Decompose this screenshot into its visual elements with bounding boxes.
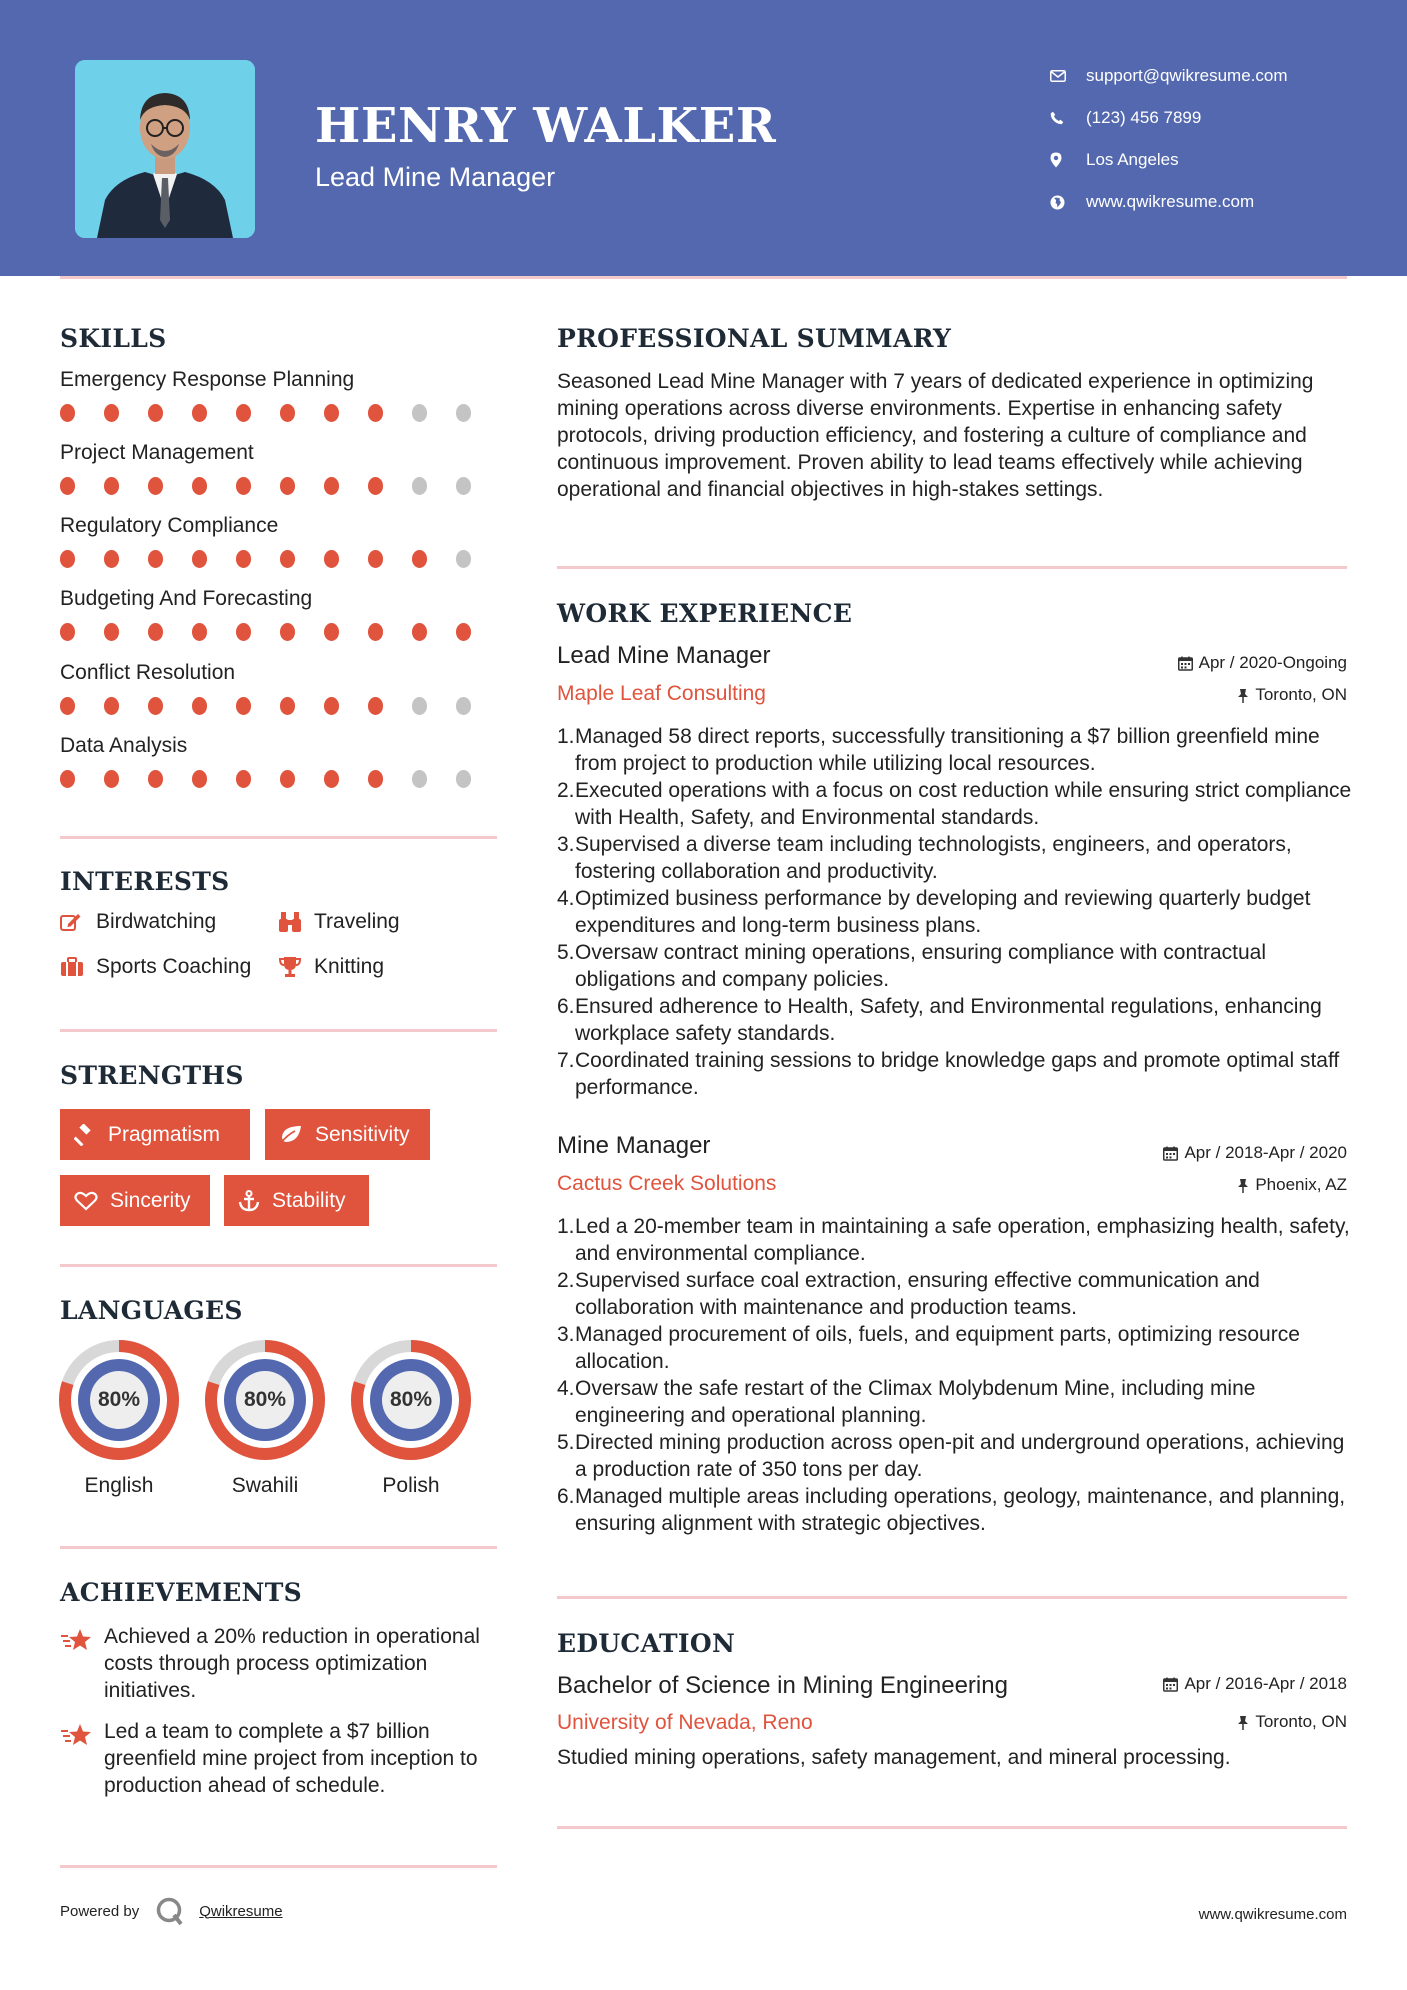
bullet-text: Oversaw the safe restart of the Climax Molybdenum Mine, including mine engineering and operational planning.: [575, 1377, 1256, 1427]
rating-dot-filled: [104, 770, 119, 788]
bullet-text: Optimized business performance by developing and reviewing quarterly budget expenditures and long-term business plans.: [575, 887, 1311, 937]
rating-dot-filled: [236, 477, 251, 495]
rating-dot-empty: [456, 477, 471, 495]
language-ring: [349, 1338, 473, 1462]
globe-icon: [1050, 195, 1086, 210]
contact-phone[interactable]: [1050, 97, 1288, 139]
rating-dot-filled: [324, 697, 339, 715]
rating-dot-filled: [280, 477, 295, 495]
rating-dot-empty: [456, 697, 471, 715]
envelope-icon: [1050, 70, 1086, 82]
section-divider: [557, 1826, 1347, 1829]
rating-dot-filled: [324, 770, 339, 788]
rating-dot-filled: [236, 404, 251, 422]
interest-item: [60, 955, 251, 979]
bullet-number: 6.: [557, 1485, 575, 1508]
profile-photo: [75, 60, 255, 238]
section-divider: [557, 1596, 1347, 1599]
skill-rating: [60, 477, 500, 495]
rating-dot-filled: [280, 550, 295, 568]
heart-icon: [74, 1191, 98, 1211]
language-ring: [57, 1338, 181, 1462]
interest-label: Sports Coaching: [96, 955, 252, 978]
job-bullet: [557, 1321, 1352, 1375]
bullet-text: Directed mining production across open-pit and underground operations, achieving a production rate of 350 tons per day.: [575, 1431, 1345, 1481]
bullet-number: 1.: [557, 1215, 575, 1238]
bullet-text: Coordinated training sessions to bridge knowledge gaps and promote optimal staff performance.: [575, 1049, 1340, 1099]
job-bullet: [557, 1429, 1352, 1483]
language-item: [349, 1338, 473, 1498]
header-divider: [60, 276, 1347, 279]
bullet-text: Oversaw contract mining operations, ensuring compliance with contractual obligations and company policies.: [575, 941, 1267, 991]
edit-icon: [60, 912, 96, 932]
language-name: Polish: [382, 1474, 440, 1497]
section-divider: [557, 566, 1347, 569]
section-divider: [60, 1029, 497, 1032]
job-bullet: [557, 1213, 1352, 1267]
job-bullet: [557, 939, 1352, 993]
strength-label: Sensitivity: [315, 1122, 410, 1146]
language-percent: 80%: [389, 1388, 433, 1411]
rating-dot-filled: [148, 477, 163, 495]
briefcase-icon: [60, 957, 96, 977]
achievement-text: Achieved a 20% reduction in operational costs through process optimization initiatives.: [104, 1625, 480, 1702]
skill-name: Data Analysis: [60, 734, 188, 757]
rating-dot-filled: [324, 404, 339, 422]
interest-label: Birdwatching: [96, 910, 217, 933]
bullet-text: Managed procurement of oils, fuels, and equipment parts, optimizing resource allocation.: [575, 1323, 1300, 1373]
rating-dot-filled: [280, 404, 295, 422]
bullet-number: 4.: [557, 887, 575, 910]
rating-dot-empty: [412, 697, 427, 715]
pushpin-icon: [1237, 1178, 1249, 1193]
achievement-item: [60, 1718, 500, 1799]
bullet-number: 4.: [557, 1377, 575, 1400]
rating-dot-filled: [280, 770, 295, 788]
job-title: Lead Mine Manager: [557, 642, 771, 669]
strengths-title: STRENGTHS: [60, 1061, 244, 1090]
achievement-text: Led a team to complete a $7 billion greenfield mine project from inception to production ahead of schedule.: [104, 1720, 478, 1797]
skill-name: Project Management: [60, 441, 254, 464]
language-item: [203, 1338, 327, 1498]
section-divider: [60, 1865, 497, 1868]
contact-list: [1050, 55, 1288, 223]
rating-dot-filled: [60, 697, 75, 715]
rating-dot-filled: [236, 697, 251, 715]
footer-website[interactable]: www.qwikresume.com: [1198, 1906, 1347, 1923]
job-bullet: [557, 723, 1352, 777]
strength-tag: [60, 1109, 250, 1160]
job-bullet: [557, 1047, 1352, 1101]
contact-location: [1050, 139, 1288, 181]
job-company: Cactus Creek Solutions: [557, 1172, 777, 1195]
qwikresume-link[interactable]: Qwikresume: [199, 1902, 283, 1920]
bullet-text: Supervised surface coal extraction, ensuring effective communication and collaboration with maintenance and production teams.: [575, 1269, 1260, 1319]
interest-label: Knitting: [314, 955, 385, 978]
pushpin-icon: [1237, 1715, 1249, 1730]
bullet-number: 3.: [557, 1323, 575, 1346]
rating-dot-filled: [192, 404, 207, 422]
skill-name: Emergency Response Planning: [60, 368, 355, 391]
bullet-number: 7.: [557, 1049, 575, 1072]
rating-dot-filled: [192, 770, 207, 788]
education-location: [1237, 1712, 1347, 1732]
job-dates-text: Apr / 2018-Apr / 2020: [1184, 1143, 1347, 1162]
star-badge-icon: [60, 1718, 104, 1799]
rating-dot-filled: [104, 697, 119, 715]
rating-dot-filled: [60, 477, 75, 495]
rating-dot-filled: [148, 623, 163, 641]
contact-website-text: www.qwikresume.com: [1086, 192, 1255, 211]
rating-dot-filled: [60, 623, 75, 641]
rating-dot-filled: [456, 623, 471, 641]
bullet-number: 1.: [557, 725, 575, 748]
contact-phone-text: (123) 456 7899: [1086, 108, 1202, 127]
language-name: Swahili: [231, 1474, 299, 1497]
rating-dot-filled: [104, 550, 119, 568]
languages-title: LANGUAGES: [60, 1296, 243, 1325]
rating-dot-filled: [60, 550, 75, 568]
job-location: [1237, 685, 1347, 705]
rating-dot-filled: [192, 477, 207, 495]
strength-label: Sincerity: [110, 1188, 191, 1212]
education-dates: [1163, 1674, 1347, 1694]
job-bullet: [557, 1483, 1352, 1537]
phone-icon: [1050, 111, 1086, 125]
resume-header: [0, 0, 1407, 276]
calendar-icon: [1163, 1677, 1178, 1692]
job-bullet: [557, 1267, 1352, 1321]
rating-dot-filled: [192, 623, 207, 641]
skill-name: Regulatory Compliance: [60, 514, 279, 537]
leaf-icon: [279, 1125, 303, 1145]
skill-item: [60, 441, 500, 495]
job-bullet: [557, 1375, 1352, 1429]
rating-dot-filled: [368, 770, 383, 788]
bullet-number: 6.: [557, 995, 575, 1018]
job-bullet: [557, 993, 1352, 1047]
rating-dot-filled: [324, 477, 339, 495]
rating-dot-filled: [148, 550, 163, 568]
rating-dot-empty: [456, 404, 471, 422]
rating-dot-filled: [148, 404, 163, 422]
strength-label: Pragmatism: [108, 1122, 221, 1146]
section-divider: [60, 836, 497, 839]
skill-item: [60, 661, 500, 715]
calendar-icon: [1178, 656, 1193, 671]
education-description: Studied mining operations, safety management, and mineral processing.: [557, 1746, 1231, 1769]
strength-tag: [224, 1175, 369, 1226]
section-divider: [60, 1264, 497, 1267]
candidate-role: Lead Mine Manager: [315, 162, 556, 192]
rating-dot-filled: [104, 404, 119, 422]
bullet-text: Managed multiple areas including operations, geology, maintenance, and planning, ensuring alignment with strategic objectives.: [575, 1485, 1346, 1535]
education-school: University of Nevada, Reno: [557, 1711, 813, 1734]
experience-title: WORK EXPERIENCE: [557, 599, 853, 628]
contact-email-text: support@qwikresume.com: [1086, 66, 1288, 85]
contact-location-text: Los Angeles: [1086, 150, 1179, 169]
interests-title: INTERESTS: [60, 867, 230, 896]
bullet-text: Executed operations with a focus on cost reduction while ensuring strict compliance with Health, Safety, and Environmental standards.: [575, 779, 1352, 829]
rating-dot-filled: [368, 623, 383, 641]
job-bullet: [557, 777, 1352, 831]
rating-dot-filled: [412, 550, 427, 568]
language-percent: 80%: [97, 1388, 141, 1411]
candidate-name: HENRY WALKER: [315, 98, 777, 154]
language-item: [57, 1338, 181, 1498]
bullet-text: Managed 58 direct reports, successfully transitioning a $7 billion greenfield mine from project to production while utilizing local resources.: [575, 725, 1320, 775]
interest-item: [278, 910, 400, 934]
rating-dot-empty: [412, 477, 427, 495]
person-portrait-icon: [75, 60, 255, 238]
qwikresume-logo-icon: [155, 1896, 185, 1926]
anchor-icon: [238, 1190, 260, 1212]
language-name: English: [84, 1474, 154, 1497]
bullet-number: 2.: [557, 1269, 575, 1292]
rating-dot-filled: [324, 550, 339, 568]
language-ring: [203, 1338, 327, 1462]
education-location-text: Toronto, ON: [1255, 1712, 1347, 1731]
strength-label: Stability: [272, 1188, 346, 1212]
rating-dot-filled: [368, 404, 383, 422]
job-location-text: Toronto, ON: [1255, 685, 1347, 704]
rating-dot-filled: [280, 697, 295, 715]
star-badge-icon: [60, 1623, 104, 1704]
contact-email[interactable]: [1050, 55, 1288, 97]
achievement-item: [60, 1623, 500, 1704]
binoculars-icon: [278, 911, 314, 933]
rating-dot-filled: [60, 404, 75, 422]
skills-title: SKILLS: [60, 324, 167, 353]
calendar-icon: [1163, 1146, 1178, 1161]
job-bullets: [557, 723, 1352, 1101]
summary-text: Seasoned Lead Mine Manager with 7 years of dedicated experience in optimizing mining operations across diverse environments. Expertise in enhancing safety protocols, driving production efficiency, and fostering a culture of compliance and continuous improvement. Proven ability to lead teams effectively while achieving operational and financial objectives in high-stakes settings.: [557, 370, 1314, 501]
rating-dot-filled: [236, 623, 251, 641]
powered-by-label: Powered by: [60, 1902, 140, 1920]
language-percent: 80%: [243, 1388, 287, 1411]
bullet-text: Led a 20-member team in maintaining a safe operation, emphasizing health, safety, and environmental compliance.: [575, 1215, 1350, 1265]
rating-dot-filled: [236, 770, 251, 788]
job-dates: [1163, 1143, 1347, 1163]
rating-dot-filled: [324, 623, 339, 641]
skill-rating: [60, 697, 500, 715]
skill-item: [60, 587, 500, 641]
interest-label: Traveling: [314, 910, 400, 933]
skill-rating: [60, 623, 500, 641]
rating-dot-filled: [368, 697, 383, 715]
strength-tag: [60, 1175, 210, 1226]
skill-item: [60, 734, 500, 788]
bullet-number: 5.: [557, 1431, 575, 1454]
rating-dot-filled: [148, 697, 163, 715]
job-location-text: Phoenix, AZ: [1255, 1175, 1347, 1194]
rating-dot-empty: [456, 550, 471, 568]
skill-name: Budgeting And Forecasting: [60, 587, 313, 610]
job-bullets: [557, 1213, 1352, 1537]
rating-dot-filled: [148, 770, 163, 788]
job-dates: [1178, 653, 1347, 673]
rating-dot-filled: [280, 623, 295, 641]
bullet-text: Ensured adherence to Health, Safety, and Environmental regulations, enhancing workplace safety standards.: [575, 995, 1322, 1045]
job-bullet: [557, 885, 1352, 939]
job-dates-text: Apr / 2020-Ongoing: [1198, 653, 1347, 672]
rating-dot-filled: [192, 697, 207, 715]
job-title: Mine Manager: [557, 1132, 711, 1159]
job-location: [1237, 1175, 1347, 1195]
rating-dot-filled: [412, 623, 427, 641]
pushpin-icon: [1237, 688, 1249, 703]
footer-powered-by: [60, 1896, 283, 1926]
skill-item: [60, 514, 500, 568]
strength-tag: [265, 1109, 430, 1160]
job-company: Maple Leaf Consulting: [557, 682, 766, 705]
education-dates-text: Apr / 2016-Apr / 2018: [1184, 1674, 1347, 1693]
rating-dot-filled: [192, 550, 207, 568]
section-divider: [60, 1546, 497, 1549]
skill-rating: [60, 404, 500, 422]
rating-dot-empty: [412, 770, 427, 788]
bullet-number: 3.: [557, 833, 575, 856]
bullet-number: 5.: [557, 941, 575, 964]
skill-rating: [60, 770, 500, 788]
education-title: EDUCATION: [557, 1629, 736, 1658]
summary-title: PROFESSIONAL SUMMARY: [557, 324, 952, 353]
bullet-text: Supervised a diverse team including technologists, engineers, and operators, fostering collaboration and productivity.: [575, 833, 1292, 883]
interest-item: [60, 910, 216, 934]
achievements-title: ACHIEVEMENTS: [60, 1578, 302, 1607]
bullet-number: 2.: [557, 779, 575, 802]
trophy-icon: [278, 956, 314, 978]
rating-dot-filled: [104, 623, 119, 641]
contact-website[interactable]: [1050, 181, 1288, 223]
skill-item: [60, 368, 500, 422]
rating-dot-filled: [368, 550, 383, 568]
rating-dot-empty: [412, 404, 427, 422]
rating-dot-filled: [60, 770, 75, 788]
rating-dot-filled: [368, 477, 383, 495]
job-bullet: [557, 831, 1352, 885]
rating-dot-empty: [456, 770, 471, 788]
interest-item: [278, 955, 384, 979]
gavel-icon: [74, 1124, 96, 1146]
rating-dot-filled: [104, 477, 119, 495]
rating-dot-filled: [236, 550, 251, 568]
skill-rating: [60, 550, 500, 568]
skill-name: Conflict Resolution: [60, 661, 236, 684]
map-pin-icon: [1050, 152, 1086, 168]
education-degree: Bachelor of Science in Mining Engineering: [557, 1672, 1008, 1699]
